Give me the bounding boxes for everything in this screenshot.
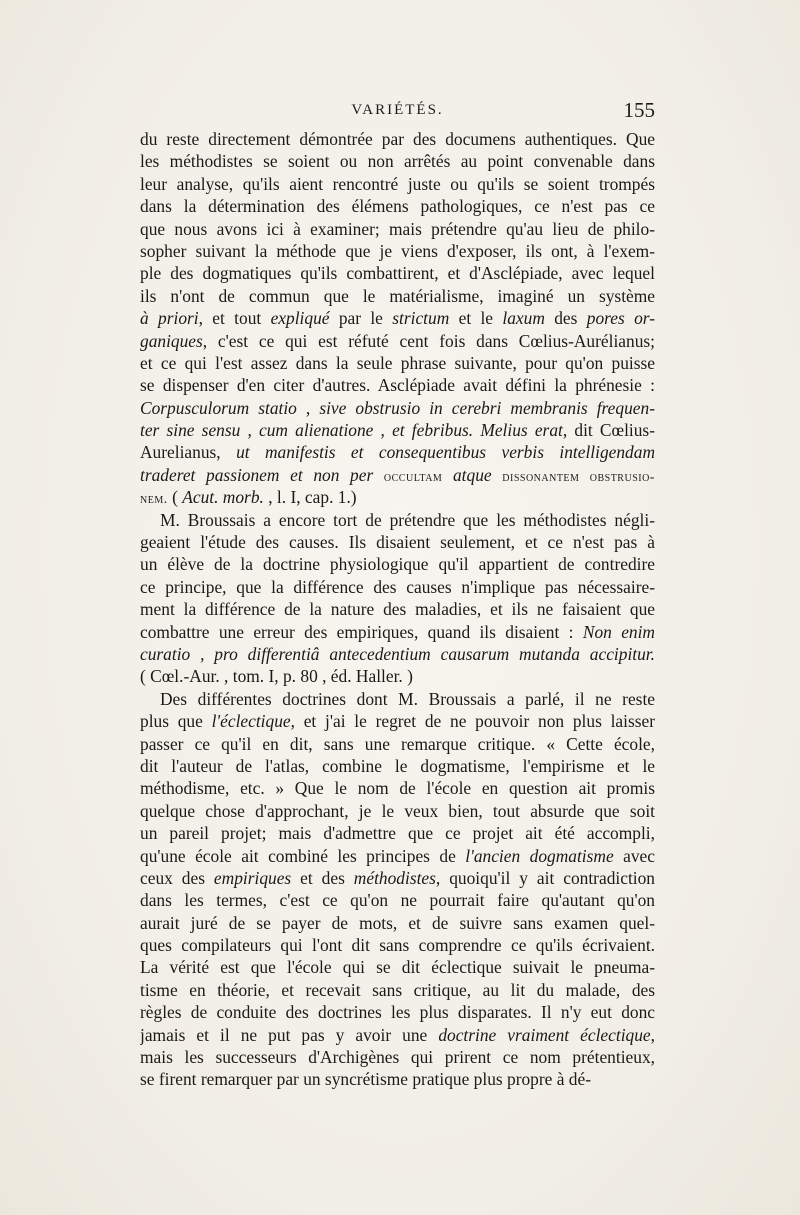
text-run: leur analyse, qu'ils aient rencontré juste ou qu'ils se soient trompés — [140, 173, 655, 194]
text-run — [442, 465, 453, 485]
small-caps-run: occultam — [383, 469, 443, 485]
italic-run: doctrine vraiment éclectique — [438, 1024, 651, 1045]
text-run: méthodisme, etc. » Que le nom de l'école en question ait promis — [140, 778, 655, 799]
text-run: , quoiqu'il y ait contradiction — [435, 867, 655, 888]
text-line — [140, 800, 655, 822]
text-line — [140, 553, 655, 575]
text-run: tisme en théorie, et recevait sans critique, au lit du malade, des — [140, 979, 655, 1000]
text-line — [140, 486, 655, 508]
italic-run: l'ancien dogmatisme — [465, 845, 614, 866]
text-line — [140, 822, 655, 844]
italic-run: Corpusculorum statio , sive obstrusio in cerebri membranis frequen- — [140, 397, 655, 418]
text-line — [140, 621, 655, 643]
text-line — [140, 307, 655, 329]
text-run: se dispenser d'en citer d'autres. Asclépiade avait défini la phrénesie : — [140, 375, 655, 396]
italic-run: Non enim — [582, 621, 655, 642]
text-line — [140, 733, 655, 755]
text-run: combattre une erreur des empiriques, quand ils disaient : — [140, 621, 583, 642]
text-line — [140, 643, 655, 665]
text-run — [373, 465, 384, 485]
italic-run: pores or- — [586, 308, 655, 329]
text-line — [140, 419, 655, 441]
text-run: par le — [329, 308, 393, 329]
text-line — [140, 397, 655, 419]
text-run: dans les termes, c'est ce qu'on ne pourrait faire qu'autant qu'on — [140, 890, 655, 911]
page-header — [140, 98, 655, 128]
text-line — [140, 195, 655, 217]
italic-run: à priori — [140, 308, 199, 329]
text-run: M. Broussais a encore tort de prétendre que les méthodistes négli- — [160, 509, 655, 530]
text-line — [140, 665, 655, 687]
text-line — [140, 218, 655, 240]
page-number: 155 — [623, 98, 655, 122]
text-run: des — [544, 308, 587, 329]
running-head: VARIÉTÉS. — [351, 102, 444, 118]
text-run: Des différentes doctrines dont M. Broussais a parlé, il ne reste — [160, 688, 655, 709]
text-run: La vérité est que l'école qui se dit éclectique suivait le pneuma- — [140, 957, 655, 978]
text-run: ce principe, que la différence des causes n'implique pas nécessaire- — [140, 576, 655, 597]
text-run: ( — [167, 487, 183, 508]
italic-run: empiriques — [213, 867, 292, 888]
text-line — [140, 464, 655, 486]
italic-run: méthodistes — [353, 867, 436, 888]
text-run: et des — [291, 867, 354, 888]
text-run: dit l'auteur de l'atlas, combine le dogmatisme, l'empirisme et le — [140, 755, 655, 776]
text-line — [140, 285, 655, 307]
italic-run: curatio , pro differentiâ antecedentium causarum mutanda accipitur. — [140, 643, 655, 664]
text-run: sopher suivant la méthode que je viens d'exposer, ils ont, à l'exem- — [140, 240, 655, 261]
text-line — [140, 889, 655, 911]
text-line — [140, 912, 655, 934]
italic-run: ut manifestis et consequentibus verbis intelligendam — [236, 442, 655, 463]
text-run: les méthodistes se soient ou non arrêtés au point convenable dans — [140, 151, 655, 172]
italic-run: ter sine sensu , cum alienatione , et febribus. — [140, 420, 474, 441]
text-line — [140, 240, 655, 262]
italic-run: laxum — [502, 308, 545, 329]
text-run: ( Cœl.-Aur. , tom. I, p. 80 , éd. Haller. ) — [140, 666, 413, 687]
text-line — [140, 128, 655, 150]
text-run: aurait juré de se payer de mots, et de suivre sans examen quel- — [140, 912, 655, 933]
text-run: , c'est ce qui est réfuté cent fois dans Cœlius-Aurélianus; — [202, 330, 655, 351]
text-run: , l. I, cap. 1.) — [263, 487, 357, 508]
text-line — [140, 150, 655, 172]
text-run: ple des dogmatiques qu'ils combattirent, et d'Asclépiade, avec lequel — [140, 263, 655, 284]
italic-run: ganiques — [140, 330, 203, 351]
text-line — [140, 710, 655, 732]
text-run: , et tout — [198, 308, 271, 329]
text-run: plus que — [140, 711, 212, 732]
text-run: ment la différence de la nature des maladies, et ils ne faisaient que — [140, 599, 655, 620]
text-line — [140, 1001, 655, 1023]
text-run: ques compilateurs qui l'ont dit sans comprendre ce qu'ils écrivaient. — [140, 935, 655, 956]
text-line — [140, 1024, 655, 1046]
text-run: ils n'ont de commun que le matérialisme, imaginé un système — [140, 285, 655, 306]
italic-run: traderet passionem et non per — [140, 464, 374, 485]
text-line — [140, 934, 655, 956]
italic-run: l'éclectique — [211, 711, 291, 732]
text-run: passer ce qu'il en dit, sans une remarque critique. « Cette école, — [140, 733, 655, 754]
text-line — [140, 352, 655, 374]
italic-run: Melius erat — [480, 420, 563, 441]
text-line — [140, 598, 655, 620]
text-run: un pareil projet; mais d'admettre que ce projet ait été accompli, — [140, 823, 655, 844]
text-run: et ce qui l'est assez dans la seule phrase suivante, pour qu'on puisse — [140, 352, 655, 373]
small-caps-run: dissonantem obstrusio- — [502, 469, 655, 485]
text-run: avec — [613, 845, 655, 866]
body-text — [140, 128, 655, 1091]
text-run: , — [650, 1024, 655, 1045]
text-run: mais les successeurs d'Archigènes qui prirent ce nom prétentieux, — [140, 1047, 655, 1068]
text-run: Aurelianus, — [140, 442, 237, 463]
text-run: quelque chose d'approchant, je le veux bien, tout absurde que soit — [140, 800, 655, 821]
text-line — [140, 374, 655, 396]
text-line — [140, 777, 655, 799]
text-line — [140, 1046, 655, 1068]
text-run: que nous avons ici à examiner; mais prétendre qu'au lieu de philo- — [140, 218, 655, 239]
text-run: du reste directement démontrée par des documens authentiques. Que — [140, 129, 655, 149]
text-run: , dit Cœlius- — [562, 420, 655, 441]
text-run: dans la détermination des élémens pathologiques, ce n'est pas ce — [140, 196, 655, 217]
italic-run: strictum — [392, 308, 450, 329]
text-line — [140, 688, 655, 710]
text-line — [140, 576, 655, 598]
text-run: qu'une école ait combiné les principes de — [140, 845, 466, 866]
text-line — [140, 509, 655, 531]
italic-run: expliqué — [270, 308, 330, 329]
text-run: , et j'ai le regret de ne pouvoir non plus laisser — [290, 711, 655, 732]
text-run — [492, 465, 503, 485]
text-run: geaient l'étude des causes. Ils disaient seulement, et ce n'est pas à — [140, 532, 655, 553]
text-run: jamais et il ne put pas y avoir une — [140, 1024, 439, 1045]
text-line — [140, 262, 655, 284]
small-caps-run: nem. — [140, 492, 168, 508]
italic-run: atque — [452, 464, 492, 485]
text-run: se firent remarquer par un syncrétisme pratique plus propre à dé- — [140, 1069, 592, 1090]
text-run: et le — [449, 308, 503, 329]
text-line — [140, 1068, 655, 1090]
text-line — [140, 173, 655, 195]
italic-run: Acut. morb. — [182, 487, 264, 508]
text-run: règles de conduite des doctrines les plus disparates. Il n'y eut donc — [140, 1002, 655, 1023]
text-line — [140, 979, 655, 1001]
text-line — [140, 441, 655, 463]
text-run: ceux des — [140, 867, 214, 888]
text-line — [140, 956, 655, 978]
text-line — [140, 845, 655, 867]
text-run: un élève de la doctrine physiologique qu'il appartient de contredire — [140, 554, 655, 575]
text-line — [140, 531, 655, 553]
text-line — [140, 755, 655, 777]
text-line — [140, 867, 655, 889]
text-line — [140, 330, 655, 352]
